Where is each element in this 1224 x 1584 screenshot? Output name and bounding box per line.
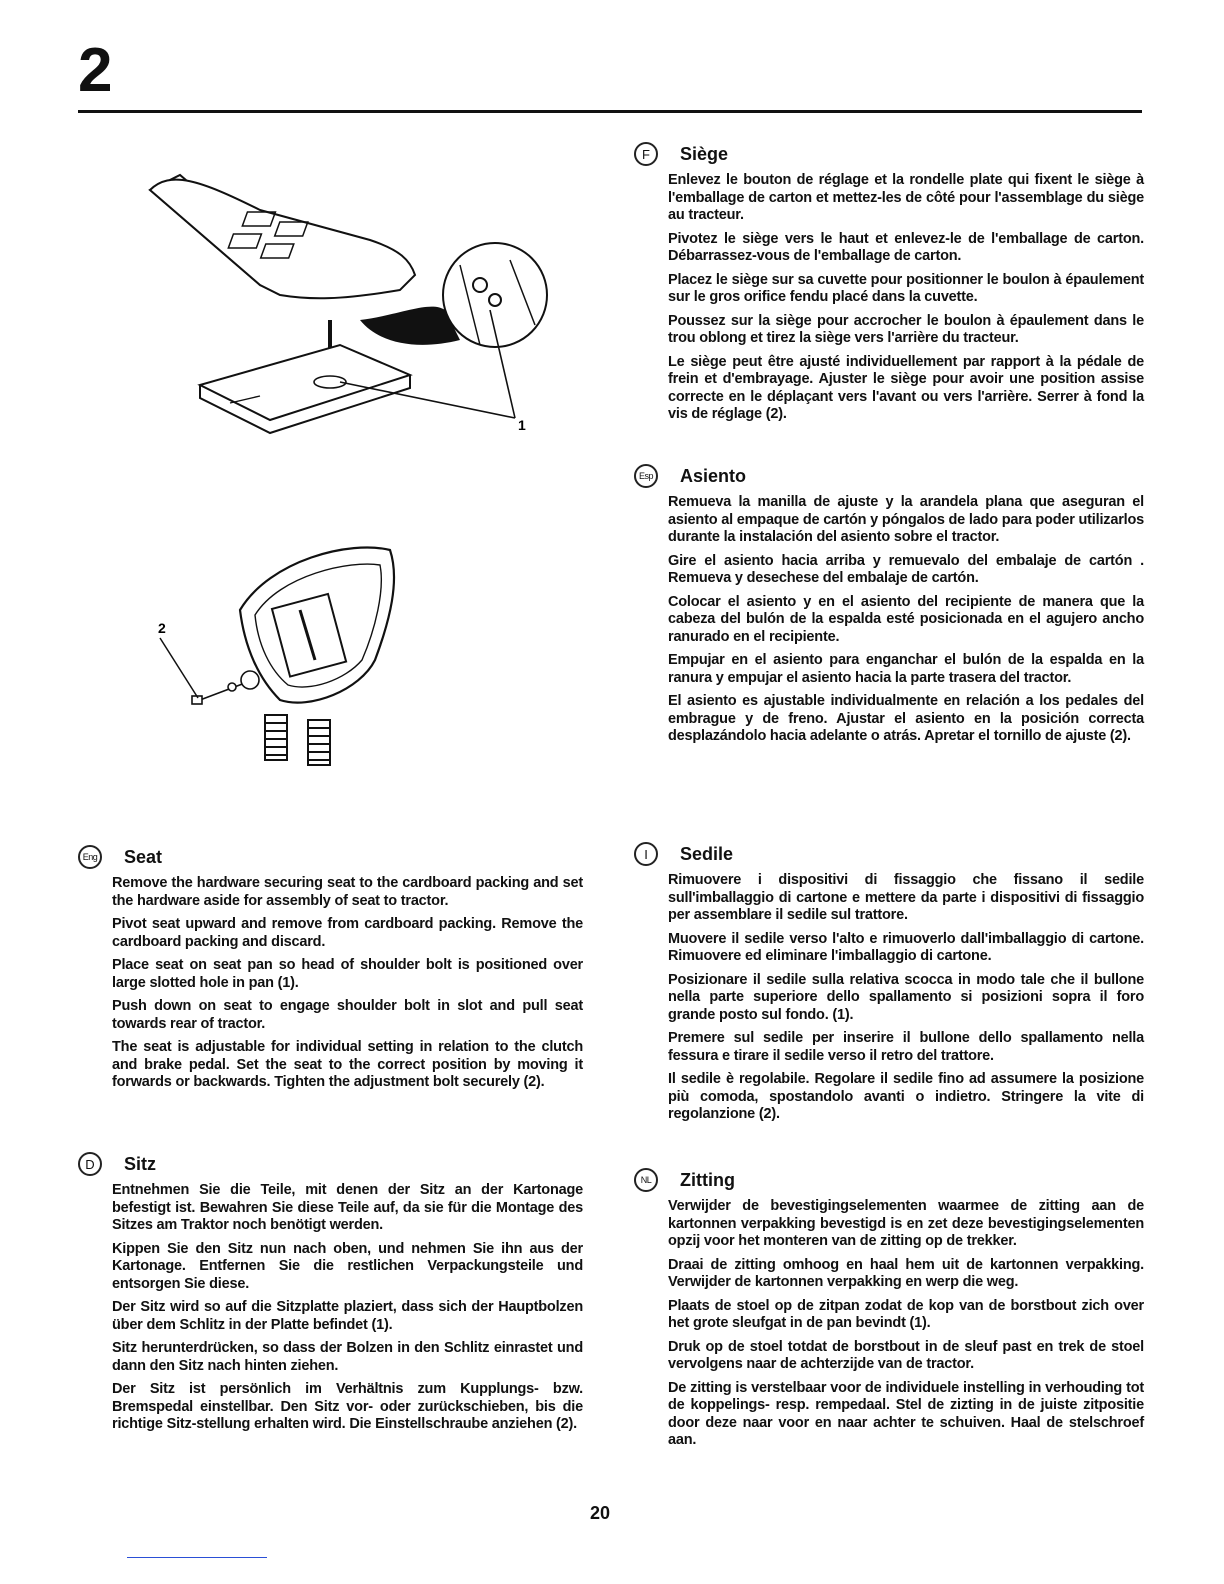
section-title: Siège — [680, 143, 729, 164]
section-french — [634, 140, 1144, 430]
paragraph: Draai de zitting omhoog en haal hem uit de kartonnen verpakking. Verwijder de kartonnen verpakking en werp die weg. — [668, 1256, 1144, 1290]
paragraph: Le siège peut être ajusté individuellement par rapport à la pédale de frein et d'embrayage. Ajuster le siège pour avoir une position assise correcte en le déplaçant vers l'avant ou vers l'arrière. Serrer à fond la vis de réglage (2). — [668, 353, 1144, 422]
section-title: Sitz — [124, 1153, 157, 1174]
paragraph: Verwijder de bevestigingselementen waarmee de zitting aan de kartonnen verpakking bevestigd is en zet deze bevestigingselementen opzij voor het monteren van de zitting op de trekker. — [668, 1198, 1144, 1249]
language-badge-french: F — [634, 142, 658, 166]
paragraph: Plaats de stoel op de zitpan zodat de kop van de borstbout zich over het grote sleufgat in de pan bevindt (1). — [668, 1297, 1144, 1331]
paragraph: Kippen Sie den Sitz nun nach oben, und nehmen Sie ihn aus der Kartonage. Entfernen Sie die restlichen Verpackungsteile und entsorgen Sie diese. — [112, 1240, 583, 1292]
footer-rule — [127, 1557, 267, 1558]
page-number: 20 — [590, 1503, 611, 1523]
paragraph: Premere sul sedile per inserire il bullone dello spallamento nella fessura e tirare il sedile verso il retro del trattore. — [668, 1030, 1144, 1064]
paragraph: Druk op de stoel totdat de borstbout in de sleuf past en trek de stoel vervolgens naar de achterzijde van de tractor. — [668, 1338, 1144, 1372]
section-english — [78, 843, 583, 1098]
paragraph: Der Sitz wird so auf die Sitzplatte plaziert, dass sich der Hauptbolzen über dem Schlitz in der Platte befindet (1). — [112, 1299, 583, 1333]
figure-label-2: 2 — [158, 620, 166, 636]
paragraph: Rimuovere i dispositivi di fissaggio che fissano il sedile sull'imballaggio di cartone e mettere da parte i dispositivi di fissaggio per assemblare il sedile sul trattore. — [668, 872, 1144, 923]
paragraph: Remueva la manilla de ajuste y la arandela plana que aseguran el asiento al empaque de cartón y póngalos de lado para poder utilizarlos durante la instalación del asiento sobre el tractor. — [668, 494, 1144, 545]
paragraph: Push down on seat to engage shoulder bolt in slot and pull seat towards rear of tractor. — [112, 998, 583, 1032]
section-spanish — [634, 462, 1144, 752]
paragraph: Enlevez le bouton de réglage et la rondelle plate qui fixent le siège à l'emballage de carton et mettez-les de côté pour l'assemblage du siège au tracteur. — [668, 172, 1144, 223]
section-title: Seat — [124, 846, 163, 867]
paragraph: Placez le siège sur sa cuvette pour positionner le boulon à épaulement sur le gros orifice fendu placé dans la cuvette. — [668, 271, 1144, 305]
language-badge-english: Eng — [78, 845, 102, 869]
section-dutch — [634, 1166, 1144, 1456]
paragraph: Posizionare il sedile sulla relativa scocca in modo tale che il bullone nella parte superiore dello spallamento si posizioni sopra il foro grande posto sul fondo. (1). — [668, 971, 1144, 1023]
section-german — [78, 1150, 583, 1440]
paragraph: Place seat on seat pan so head of shoulder bolt is positioned over large slotted hole in pan (1). — [112, 957, 583, 991]
paragraph: Gire el asiento hacia arriba y remuevalo del embalaje de cartón . Remueva y desechese del embalaje de cartón. — [668, 552, 1144, 586]
paragraph: Der Sitz ist persönlich im Verhältnis zum Kupplungs- bzw. Bremspedal einstellbar. Den Sitz vor- oder zurückschieben, bis die richtige Sitz-stellung erhalten wird. Die Einstellschraube anziehen (2). — [112, 1381, 583, 1432]
paragraph: Il sedile è regolabile. Regolare il sedile fino ad assumere la posizione più comoda, spostandolo avanti o indietro. Stringere la vite di regolanzione (2). — [668, 1071, 1144, 1122]
figure-label-1: 1 — [518, 417, 526, 433]
springs-shape — [265, 715, 330, 765]
seat-pan-shape — [200, 345, 410, 420]
language-badge-german: D — [78, 1152, 102, 1176]
header-rule — [78, 110, 1142, 113]
paragraph: Muovere il sedile verso l'alto e rimuoverlo dall'imballaggio di cartone. Rimuovere ed eliminare l'imballaggio di cartone. — [668, 930, 1144, 964]
paragraph: The seat is adjustable for individual setting in relation to the clutch and brake pedal. Set the seat to the correct position by moving it forwards or backwards. Tighten the adjustment bolt securely (2). — [112, 1039, 583, 1090]
paragraph: Empujar en el asiento para enganchar el bulón de la espalda en la ranura y empujar el asiento hacia la parte trasera del tractor. — [668, 652, 1144, 686]
paragraph: Colocar el asiento y en el asiento del recipiente de manera que la cabeza del bulón de la espalda esté posicionada en el agujero ancho ranurado en el recipiente. — [668, 593, 1144, 645]
section-title: Asiento — [680, 465, 747, 486]
paragraph: Entnehmen Sie die Teile, mit denen der Sitz an der Kartonage befestigt ist. Bewahren Sie diese Teile auf, da sie für die Montage des Sitzes am Traktor noch benötigt werden. — [112, 1182, 583, 1233]
paragraph: De zitting is verstelbaar voor de individuele instelling in verhouding tot de koppelings- resp. rempedaal. Stel de zizting in de juiste zitpositie door deze naar voor en naar achter te schuiven. Haal de stelschroef aan. — [668, 1379, 1144, 1448]
paragraph: Poussez sur la siège pour accrocher le boulon à épaulement dans le trou oblong et tirez la siège vers l'arrière du tracteur. — [668, 312, 1144, 346]
figure-seat-underside — [150, 520, 480, 770]
paragraph: Pivotez le siège vers le haut et enlevez-le de l'emballage de carton. Débarrassez-vous de l'emballage de carton. — [668, 230, 1144, 264]
language-badge-italian: I — [634, 842, 658, 866]
section-title: Zitting — [680, 1169, 735, 1190]
section-italian — [634, 840, 1144, 1130]
paragraph: El asiento es ajustable individualmente en relación a los pedales del embrague y de freno. Ajustar el asiento en la posición correcta desplazándolo hacia adelante o atrás. Apretar el tornillo de ajuste (2). — [668, 693, 1144, 744]
paragraph: Pivot seat upward and remove from cardboard packing. Remove the cardboard packing and discard. — [112, 916, 583, 950]
figure-seat-on-pan — [140, 150, 560, 440]
paragraph: Sitz herunterdrücken, so dass der Bolzen in den Schlitz einrastet und dann den Sitz nach hinten ziehen. — [112, 1340, 583, 1374]
seat-body-shape — [150, 180, 415, 299]
language-badge-dutch: NL — [634, 1168, 658, 1192]
section-title: Sedile — [680, 843, 734, 864]
adjustment-bolt — [192, 671, 259, 704]
chapter-number: 2 — [78, 36, 113, 105]
paragraph: Remove the hardware securing seat to the cardboard packing and set the hardware aside for assembly of seat to tractor. — [112, 875, 583, 909]
language-badge-spanish: Esp — [634, 464, 658, 488]
